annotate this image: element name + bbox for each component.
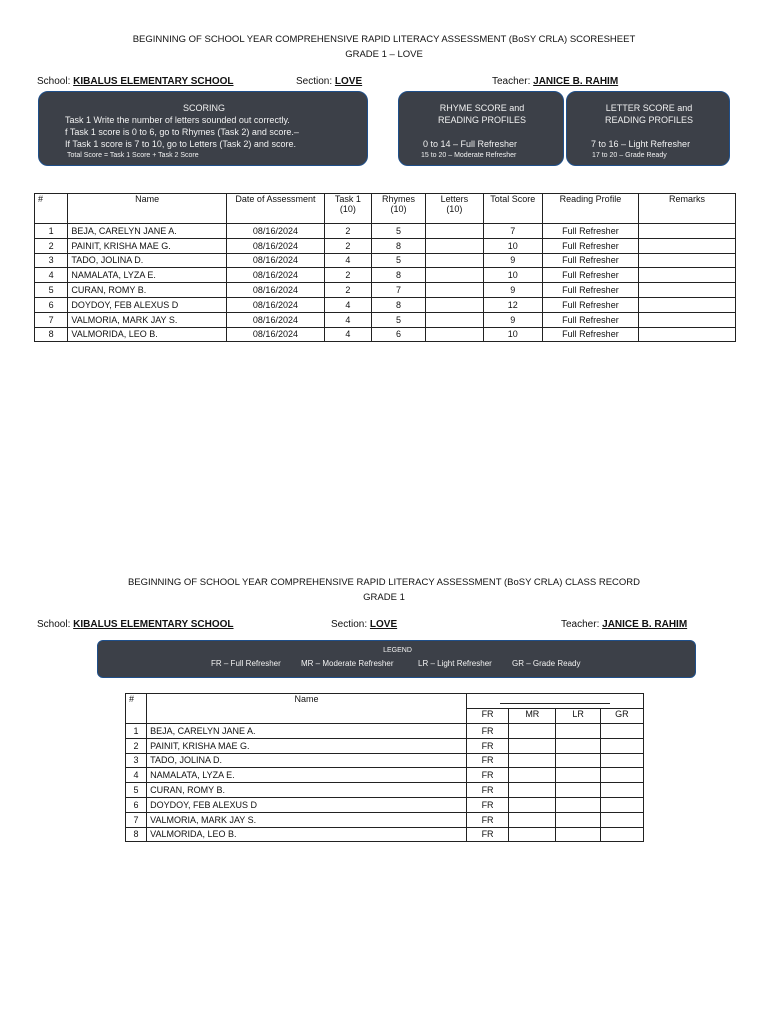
student-name: VALMORIA, MARK JAY S. — [68, 312, 227, 327]
assessment-date: 08/16/2024 — [226, 224, 324, 239]
student-name: CURAN, ROMY B. — [68, 283, 227, 298]
row-number: 1 — [35, 224, 68, 239]
list-item — [126, 753, 644, 768]
legend-heading: LEGEND — [383, 647, 412, 654]
student-name: TADO, JOLINA D. — [68, 253, 227, 268]
total-score: 12 — [483, 297, 542, 312]
remarks — [638, 327, 735, 342]
list-item — [126, 812, 644, 827]
student-name: VALMORIA, MARK JAY S. — [147, 812, 467, 827]
student-name: DOYDOY, FEB ALEXUS D — [68, 297, 227, 312]
fr-mark: FR — [466, 753, 508, 768]
letter-heading-1: LETTER SCORE and — [605, 103, 693, 113]
letters-score — [426, 224, 483, 239]
fr-mark: FR — [466, 768, 508, 783]
legend-lr: LR – Light Refresher — [418, 659, 492, 668]
cr-col-fr: FR — [466, 709, 508, 724]
student-name: DOYDOY, FEB ALEXUS D — [147, 797, 467, 812]
reading-profile: Full Refresher — [542, 327, 638, 342]
reading-profile: Full Refresher — [542, 297, 638, 312]
legend-mr: MR – Moderate Refresher — [301, 659, 394, 668]
cr-col-lr: LR — [556, 709, 600, 724]
reading-profile: Full Refresher — [542, 283, 638, 298]
fr-mark: FR — [466, 827, 508, 842]
scoresheet-teacher — [492, 76, 618, 87]
cr-col-profile-group — [466, 694, 643, 709]
fr-mark: FR — [466, 783, 508, 798]
col-task1-label: Task 1 — [334, 194, 361, 204]
assessment-date: 08/16/2024 — [226, 312, 324, 327]
row-number: 3 — [126, 753, 147, 768]
remarks — [638, 283, 735, 298]
row-number: 3 — [35, 253, 68, 268]
legend-fr: FR – Full Refresher — [211, 659, 281, 668]
student-name: TADO, JOLINA D. — [147, 753, 467, 768]
gr-mark — [600, 797, 643, 812]
lr-mark — [556, 768, 600, 783]
reading-profile: Full Refresher — [542, 238, 638, 253]
mr-mark — [509, 827, 556, 842]
student-name: NAMALATA, LYZA E. — [68, 268, 227, 283]
reading-profile: Full Refresher — [542, 312, 638, 327]
letters-score — [426, 283, 483, 298]
col-letters-max: (10) — [446, 204, 463, 214]
letter-line-2: 17 to 20 – Grade Ready — [592, 152, 667, 159]
scoring-line-1: Task 1 Write the number of letters sounded out correctly. — [65, 115, 290, 125]
rhymes-score: 5 — [371, 224, 425, 239]
mr-mark — [509, 797, 556, 812]
row-number: 7 — [35, 312, 68, 327]
list-item — [126, 783, 644, 798]
student-name: BEJA, CARELYN JANE A. — [68, 224, 227, 239]
row-number: 5 — [126, 783, 147, 798]
scoring-panel — [38, 91, 368, 166]
lr-mark — [556, 812, 600, 827]
col-name: Name — [68, 194, 227, 224]
remarks — [638, 312, 735, 327]
col-letters — [426, 194, 483, 224]
col-date: Date of Assessment — [226, 194, 324, 224]
table-row — [35, 327, 736, 342]
scoresheet-subtitle: GRADE 1 – LOVE — [345, 49, 423, 60]
lr-mark — [556, 827, 600, 842]
total-score: 9 — [483, 312, 542, 327]
task1-score: 2 — [324, 238, 371, 253]
row-number: 2 — [126, 738, 147, 753]
letter-line-1: 7 to 16 – Light Refresher — [591, 139, 691, 149]
classrecord-teacher — [561, 619, 687, 630]
mr-mark — [509, 738, 556, 753]
mr-mark — [509, 724, 556, 739]
gr-mark — [600, 738, 643, 753]
student-name: PAINIT, KRISHA MAE G. — [68, 238, 227, 253]
rhymes-score: 8 — [371, 297, 425, 312]
letters-score — [426, 327, 483, 342]
col-num: # — [35, 194, 68, 224]
row-number: 6 — [35, 297, 68, 312]
remarks — [638, 238, 735, 253]
scoring-line-2: f Task 1 score is 0 to 6, go to Rhymes (Task 2) and score.– — [65, 127, 299, 137]
mr-mark — [509, 768, 556, 783]
fr-mark: FR — [466, 812, 508, 827]
cr-profile-group-line — [500, 703, 610, 704]
reading-profile: Full Refresher — [542, 253, 638, 268]
scoring-line-3: If Task 1 score is 7 to 10, go to Letters (Task 2) and score. — [65, 139, 296, 149]
scoresheet-table — [34, 193, 736, 342]
rhyme-heading-1: RHYME SCORE and — [439, 103, 525, 113]
remarks — [638, 224, 735, 239]
fr-mark: FR — [466, 797, 508, 812]
classrecord-title: BEGINNING OF SCHOOL YEAR COMPREHENSIVE RAPID LITERACY ASSESSMENT (BoSY CRLA) CLASS RECORD — [127, 577, 641, 588]
scoring-heading: SCORING — [182, 103, 225, 113]
cr-teacher-value: JANICE B. RAHIM — [602, 619, 688, 630]
remarks — [638, 297, 735, 312]
letter-heading-2: READING PROFILES — [604, 115, 694, 125]
legend-gr: GR – Grade Ready — [512, 659, 581, 668]
gr-mark — [600, 724, 643, 739]
lr-mark — [556, 738, 600, 753]
task1-score: 2 — [324, 268, 371, 283]
list-item — [126, 724, 644, 739]
classrecord-subtitle: GRADE 1 — [363, 592, 405, 603]
total-score: 10 — [483, 268, 542, 283]
reading-profile: Full Refresher — [542, 224, 638, 239]
remarks — [638, 268, 735, 283]
scoring-line-4: Total Score = Task 1 Score + Task 2 Score — [67, 152, 199, 159]
total-score: 10 — [483, 327, 542, 342]
rhyme-line-2: 15 to 20 – Moderate Refresher — [421, 152, 517, 159]
lr-mark — [556, 724, 600, 739]
cr-section-label: Section: — [331, 619, 368, 630]
table-row — [35, 224, 736, 239]
task1-score: 2 — [324, 283, 371, 298]
letters-score — [426, 238, 483, 253]
cr-col-mr: MR — [509, 709, 556, 724]
classrecord-header-row — [126, 694, 644, 709]
gr-mark — [600, 827, 643, 842]
rhymes-score: 8 — [371, 268, 425, 283]
row-number: 2 — [35, 238, 68, 253]
cr-school-value: KIBALUS ELEMENTARY SCHOOL — [73, 619, 234, 630]
cr-col-name: Name — [147, 694, 467, 724]
col-rhymes-label: Rhymes — [382, 194, 416, 204]
assessment-date: 08/16/2024 — [226, 327, 324, 342]
task1-score: 4 — [324, 253, 371, 268]
fr-mark: FR — [466, 724, 508, 739]
table-row — [35, 283, 736, 298]
school-label: School: — [37, 76, 71, 87]
school-value: KIBALUS ELEMENTARY SCHOOL — [73, 76, 234, 87]
total-score: 9 — [483, 253, 542, 268]
row-number: 5 — [35, 283, 68, 298]
table-row — [35, 312, 736, 327]
rhymes-score: 6 — [371, 327, 425, 342]
assessment-date: 08/16/2024 — [226, 283, 324, 298]
scoresheet-header-row — [35, 194, 736, 224]
rhyme-panel — [398, 91, 564, 166]
gr-mark — [600, 753, 643, 768]
student-name: VALMORIDA, LEO B. — [147, 827, 467, 842]
cr-col-num: # — [126, 694, 147, 724]
gr-mark — [600, 768, 643, 783]
fr-mark: FR — [466, 738, 508, 753]
rhyme-heading-2: READING PROFILES — [437, 115, 527, 125]
classrecord-school — [37, 619, 234, 630]
row-number: 8 — [126, 827, 147, 842]
remarks — [638, 253, 735, 268]
scoresheet-title: BEGINNING OF SCHOOL YEAR COMPREHENSIVE RAPID LITERACY ASSESSMENT (BoSY CRLA) SCORESHEET — [132, 34, 636, 45]
scoresheet-section — [296, 76, 362, 87]
col-total: Total Score — [483, 194, 542, 224]
assessment-date: 08/16/2024 — [226, 268, 324, 283]
col-profile: Reading Profile — [542, 194, 638, 224]
teacher-value: JANICE B. RAHIM — [533, 76, 619, 87]
assessment-date: 08/16/2024 — [226, 297, 324, 312]
student-name: BEJA, CARELYN JANE A. — [147, 724, 467, 739]
classrecord-table — [125, 693, 644, 842]
row-number: 8 — [35, 327, 68, 342]
row-number: 6 — [126, 797, 147, 812]
teacher-label: Teacher: — [492, 76, 531, 87]
task1-score: 4 — [324, 327, 371, 342]
row-number: 4 — [35, 268, 68, 283]
section-label: Section: — [296, 76, 333, 87]
scoresheet-school — [37, 76, 234, 87]
letter-panel — [566, 91, 730, 166]
section-value: LOVE — [334, 76, 363, 87]
letters-score — [426, 312, 483, 327]
list-item — [126, 768, 644, 783]
list-item — [126, 738, 644, 753]
row-number: 1 — [126, 724, 147, 739]
rhymes-score: 5 — [371, 253, 425, 268]
lr-mark — [556, 753, 600, 768]
assessment-date: 08/16/2024 — [226, 238, 324, 253]
cr-section-value: LOVE — [369, 619, 398, 630]
cr-teacher-label: Teacher: — [561, 619, 600, 630]
letters-score — [426, 268, 483, 283]
table-row — [35, 253, 736, 268]
task1-score: 4 — [324, 297, 371, 312]
cr-school-label: School: — [37, 619, 71, 630]
total-score: 9 — [483, 283, 542, 298]
rhymes-score: 7 — [371, 283, 425, 298]
gr-mark — [600, 812, 643, 827]
rhymes-score: 5 — [371, 312, 425, 327]
rhyme-line-1: 0 to 14 – Full Refresher — [423, 139, 518, 149]
list-item — [126, 827, 644, 842]
reading-profile: Full Refresher — [542, 268, 638, 283]
rhymes-score: 8 — [371, 238, 425, 253]
col-rhymes — [371, 194, 425, 224]
mr-mark — [509, 783, 556, 798]
list-item — [126, 797, 644, 812]
mr-mark — [509, 812, 556, 827]
col-task1-max: (10) — [339, 204, 356, 214]
table-row — [35, 238, 736, 253]
student-name: VALMORIDA, LEO B. — [68, 327, 227, 342]
task1-score: 4 — [324, 312, 371, 327]
legend-panel — [97, 640, 696, 678]
col-task1 — [324, 194, 371, 224]
col-remarks: Remarks — [638, 194, 735, 224]
assessment-date: 08/16/2024 — [226, 253, 324, 268]
mr-mark — [509, 753, 556, 768]
row-number: 7 — [126, 812, 147, 827]
cr-col-gr: GR — [600, 709, 643, 724]
student-name: CURAN, ROMY B. — [147, 783, 467, 798]
col-letters-label: Letters — [440, 194, 469, 204]
task1-score: 2 — [324, 224, 371, 239]
table-row — [35, 297, 736, 312]
total-score: 10 — [483, 238, 542, 253]
student-name: NAMALATA, LYZA E. — [147, 768, 467, 783]
letters-score — [426, 297, 483, 312]
lr-mark — [556, 797, 600, 812]
lr-mark — [556, 783, 600, 798]
col-rhymes-max: (10) — [390, 204, 407, 214]
total-score: 7 — [483, 224, 542, 239]
student-name: PAINIT, KRISHA MAE G. — [147, 738, 467, 753]
letters-score — [426, 253, 483, 268]
table-row — [35, 268, 736, 283]
row-number: 4 — [126, 768, 147, 783]
gr-mark — [600, 783, 643, 798]
classrecord-section — [331, 619, 397, 630]
